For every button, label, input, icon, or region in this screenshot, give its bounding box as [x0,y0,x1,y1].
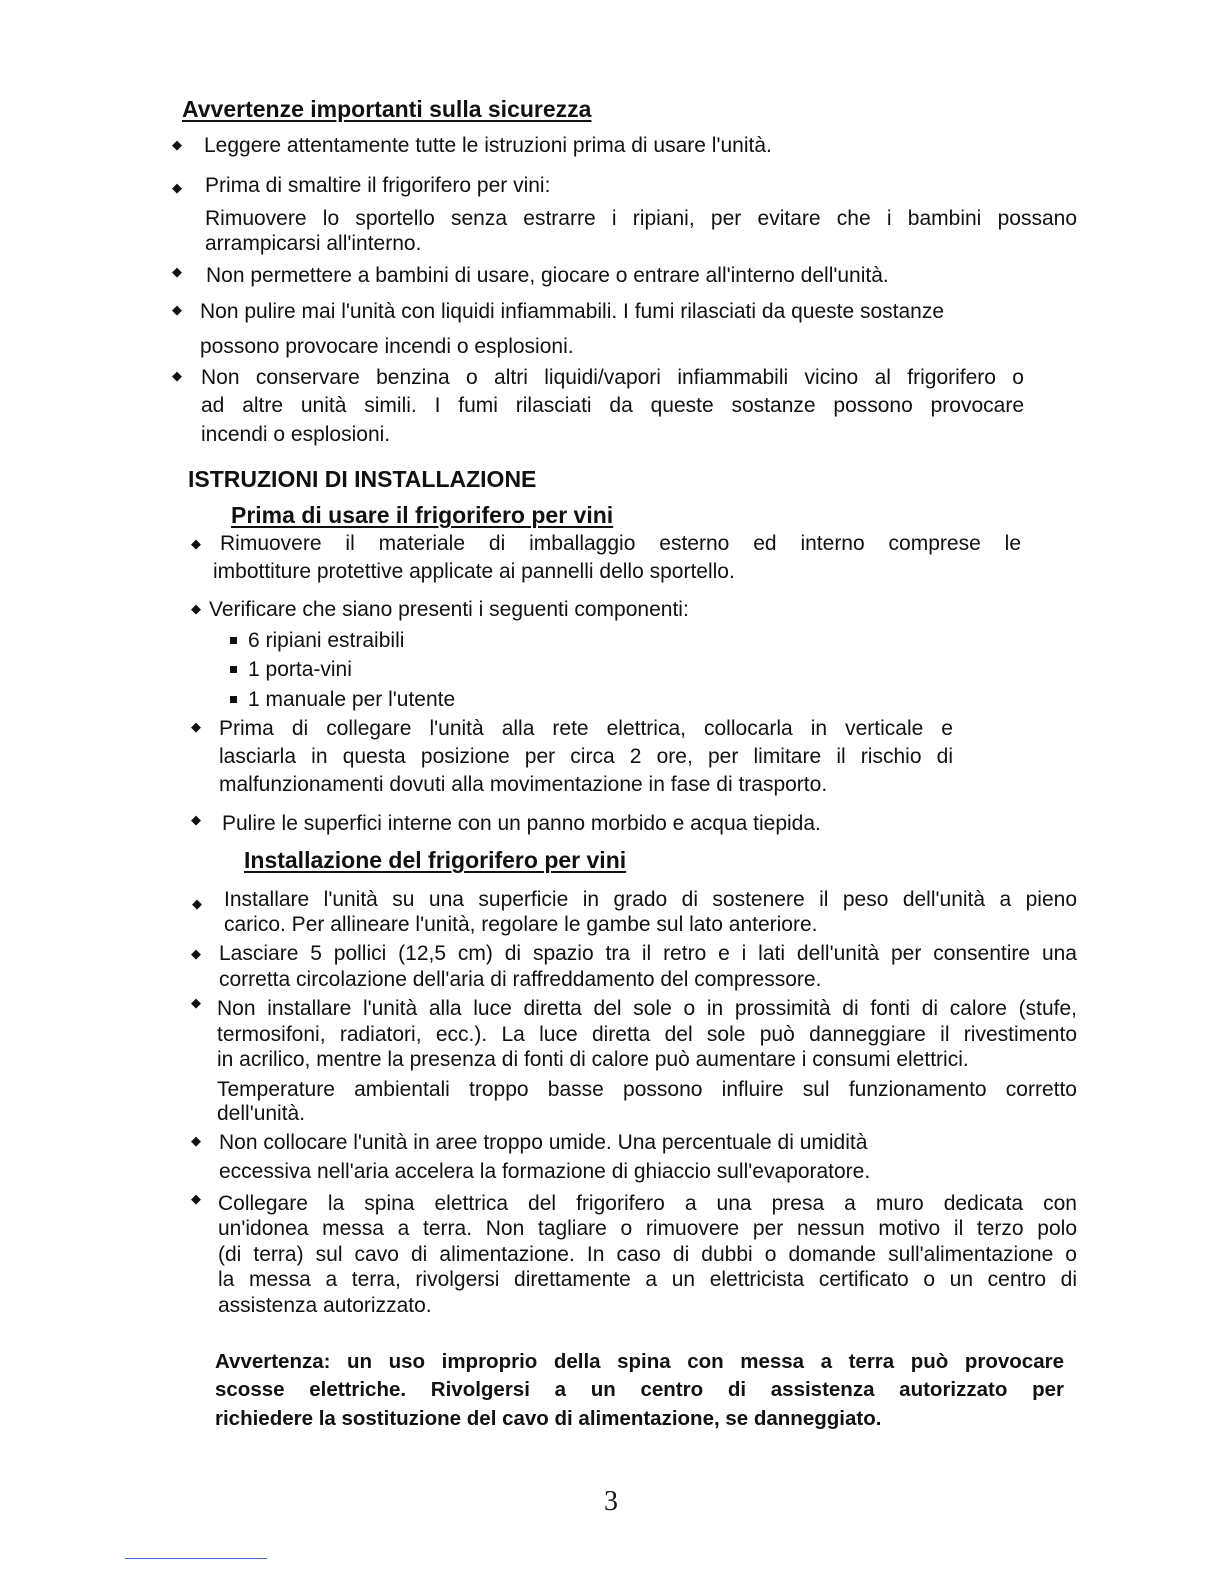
install-title: Installazione del frigorifero per vini [244,847,627,873]
safety-item-3: Non permettere a bambini di usare, giocare o entrare all'interno dell'unità. [206,264,889,287]
warning-line-1: Avvertenza: un uso improprio della spina con messa a terra può provocare [215,1350,1064,1373]
before-item-3-line-1: Prima di collegare l'unità alla rete elettrica, collocarla in verticale e [219,717,953,740]
installation-title: ISTRUZIONI DI INSTALLAZIONE [188,466,537,492]
install-item-5-line-3: (di terra) sul cavo di alimentazione. In caso di dubbi o domande sull'alimentazione o [218,1243,1077,1266]
bullet-icon: ◆ [191,601,201,616]
install-item-2-line-1: Lasciare 5 pollici (12,5 cm) di spazio tra il retro e i lati dell'unità per consentire una [219,942,1077,965]
install-item-2-line-2: corretta circolazione dell'aria di raffreddamento del compressore. [219,968,822,991]
bullet-icon: ◆ [172,302,182,317]
safety-title: Avvertenze importanti sulla sicurezza [182,96,592,122]
before-item-1-line-2: imbottiture protettive applicate ai pannelli dello sportello. [213,560,735,583]
install-item-1-line-2: carico. Per allineare l'unità, regolare le gambe sul lato anteriore. [224,913,818,936]
install-item-5-line-5: assistenza autorizzato. [218,1294,432,1317]
install-item-3-line-3: in acrilico, mentre la presenza di fonti di calore può aumentare i consumi elettrici. [217,1048,969,1071]
footer-divider [125,1558,267,1559]
before-item-4: Pulire le superfici interne con un panno morbido e acqua tiepida. [222,812,821,835]
bullet-icon: ◆ [191,536,201,551]
install-item-5-line-2: un'idonea messa a terra. Non tagliare o rimuovere per nessun motivo il terzo polo [218,1217,1077,1240]
safety-item-4-line-1: Non pulire mai l'unità con liquidi infiammabili. I fumi rilasciati da queste sostanze [200,300,945,323]
bullet-icon: ◆ [191,995,201,1010]
before-item-3-line-3: malfunzionamenti dovuti alla movimentazione in fase di trasporto. [219,773,828,796]
install-item-3-line-2: termosifoni, radiatori, ecc.). La luce diretta del sole può danneggiare il rivestimento [217,1023,1077,1046]
bullet-icon: ◆ [172,137,182,152]
bullet-icon: ◆ [191,1191,201,1206]
install-item-3-line-4: Temperature ambientali troppo basse possono influire sul funzionamento corretto [217,1078,1077,1101]
safety-item-2: Prima di smaltire il frigorifero per vini: [205,174,551,197]
safety-item-4-line-2: possono provocare incendi o esplosioni. [200,335,574,358]
warning-line-2: scosse elettriche. Rivolgersi a un centro di assistenza autorizzato per [215,1378,1064,1401]
bullet-icon: ◆ [191,812,201,827]
bullet-icon: ◆ [172,180,182,195]
bullet-icon: ◆ [191,946,201,961]
component-item: 1 porta-vini [248,658,352,681]
install-item-3-line-5: dell'unità. [217,1102,306,1125]
bullet-icon: ◆ [191,719,201,734]
bullet-icon: ◆ [172,368,182,383]
square-bullet-icon [230,637,237,644]
safety-item-2-sub-line-1: Rimuovere lo sportello senza estrarre i ripiani, per evitare che i bambini possano [205,207,1077,230]
safety-item-5-line-2: ad altre unità simili. I fumi rilasciati da queste sostanze possono provocare [201,394,1024,417]
bullet-icon: ◆ [172,264,182,279]
bullet-icon: ◆ [191,1133,201,1148]
square-bullet-icon [230,666,237,673]
install-item-4-line-1: Non collocare l'unità in aree troppo umide. Una percentuale di umidità [219,1131,868,1154]
page-number: 3 [604,1486,618,1517]
install-item-5-line-4: la messa a terra, rivolgersi direttamente a un elettricista certificato o un centro di [218,1268,1077,1291]
safety-item-5-line-1: Non conservare benzina o altri liquidi/vapori infiammabili vicino al frigorifero o [201,366,1024,389]
component-item: 6 ripiani estraibili [248,629,405,652]
install-item-5-line-1: Collegare la spina elettrica del frigorifero a una presa a muro dedicata con [218,1192,1077,1215]
safety-item-1: Leggere attentamente tutte le istruzioni prima di usare l'unità. [204,134,772,157]
warning-line-3: richiedere la sostituzione del cavo di alimentazione, se danneggiato. [215,1407,882,1430]
square-bullet-icon [230,696,237,703]
before-item-1-line-1: Rimuovere il materiale di imballaggio esterno ed interno comprese le [220,532,1021,555]
before-item-2: Verificare che siano presenti i seguenti componenti: [209,598,689,621]
install-item-3-line-1: Non installare l'unità alla luce diretta del sole o in prossimità di fonti di calore (stufe, [217,997,1077,1020]
safety-item-2-sub-line-2: arrampicarsi all'interno. [205,232,422,255]
before-use-title: Prima di usare il frigorifero per vini [231,502,614,528]
safety-item-5-line-3: incendi o esplosioni. [201,423,391,446]
install-item-4-line-2: eccessiva nell'aria accelera la formazione di ghiaccio sull'evaporatore. [219,1160,871,1183]
component-item: 1 manuale per l'utente [248,688,456,711]
bullet-icon: ◆ [192,896,202,911]
before-item-3-line-2: lasciarla in questa posizione per circa 2 ore, per limitare il rischio di [219,745,953,768]
install-item-1-line-1: Installare l'unità su una superficie in grado di sostenere il peso dell'unità a pieno [224,888,1077,911]
